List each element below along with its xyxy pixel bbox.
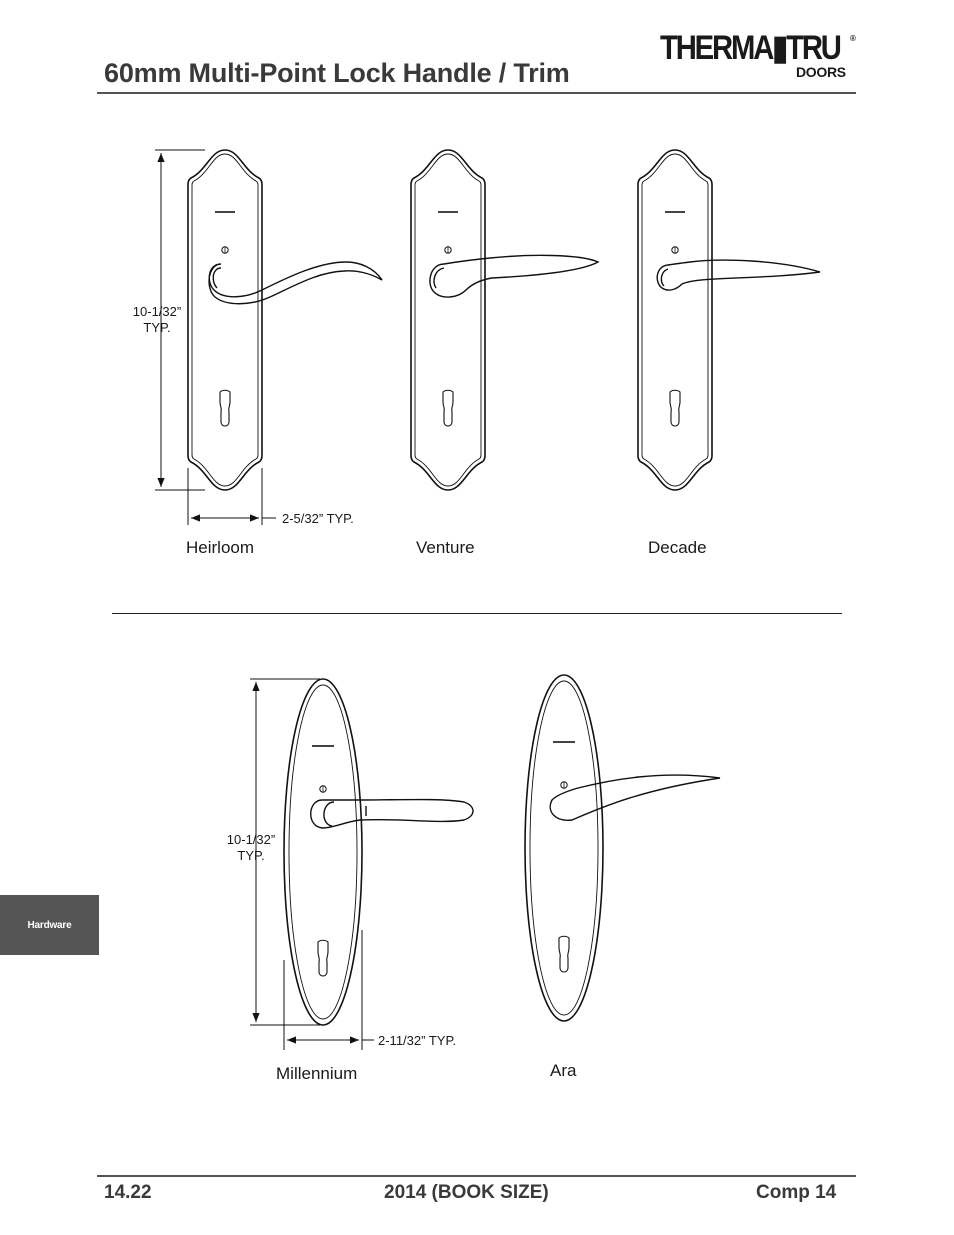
bottom-width-dimension	[284, 930, 374, 1050]
footer-section: Comp 14	[756, 1182, 837, 1203]
style-ara: Ara	[550, 1061, 577, 1080]
footer-edition: 2014 (BOOK SIZE)	[384, 1182, 549, 1203]
bottom-height-note: TYP.	[237, 848, 265, 863]
section-tab-label: Hardware	[27, 919, 72, 931]
logo-word: THERMA▮TRU	[660, 29, 840, 67]
section-tab-hardware[interactable]	[0, 895, 99, 955]
decade-plate	[638, 150, 712, 490]
top-height-note: TYP.	[143, 320, 171, 335]
top-height-value: 10-1/32”	[132, 304, 182, 319]
ara-lever	[550, 775, 720, 820]
millennium-lever	[311, 800, 473, 829]
top-width-dim-label: 2-5/32” TYP.	[282, 511, 354, 526]
page-title: 60mm Multi-Point Lock Handle / Trim	[104, 58, 570, 88]
ara-plate	[525, 675, 603, 1021]
millennium-plate	[284, 679, 362, 1025]
logo-registered-mark: ®	[850, 34, 856, 43]
bottom-height-value: 10-1/32”	[226, 832, 276, 847]
heirloom-lever	[209, 262, 382, 304]
logo-doors: DOORS	[796, 64, 846, 80]
style-venture: Venture	[416, 538, 475, 557]
style-decade: Decade	[648, 538, 707, 557]
venture-lever	[430, 255, 598, 297]
section-divider	[112, 613, 842, 614]
heirloom-plate	[188, 150, 262, 490]
bottom-width-dim-label: 2-11/32” TYP.	[378, 1033, 457, 1048]
venture-plate	[411, 150, 485, 490]
footer-page-number: 14.22	[104, 1182, 152, 1203]
footer-rule	[97, 1175, 856, 1177]
decade-lever	[657, 260, 820, 290]
bottom-height-dim-label	[218, 832, 284, 864]
top-height-dim-label	[124, 304, 190, 336]
top-width-dimension	[188, 468, 276, 525]
style-heirloom: Heirloom	[186, 538, 255, 557]
style-millennium: Millennium	[276, 1064, 358, 1083]
